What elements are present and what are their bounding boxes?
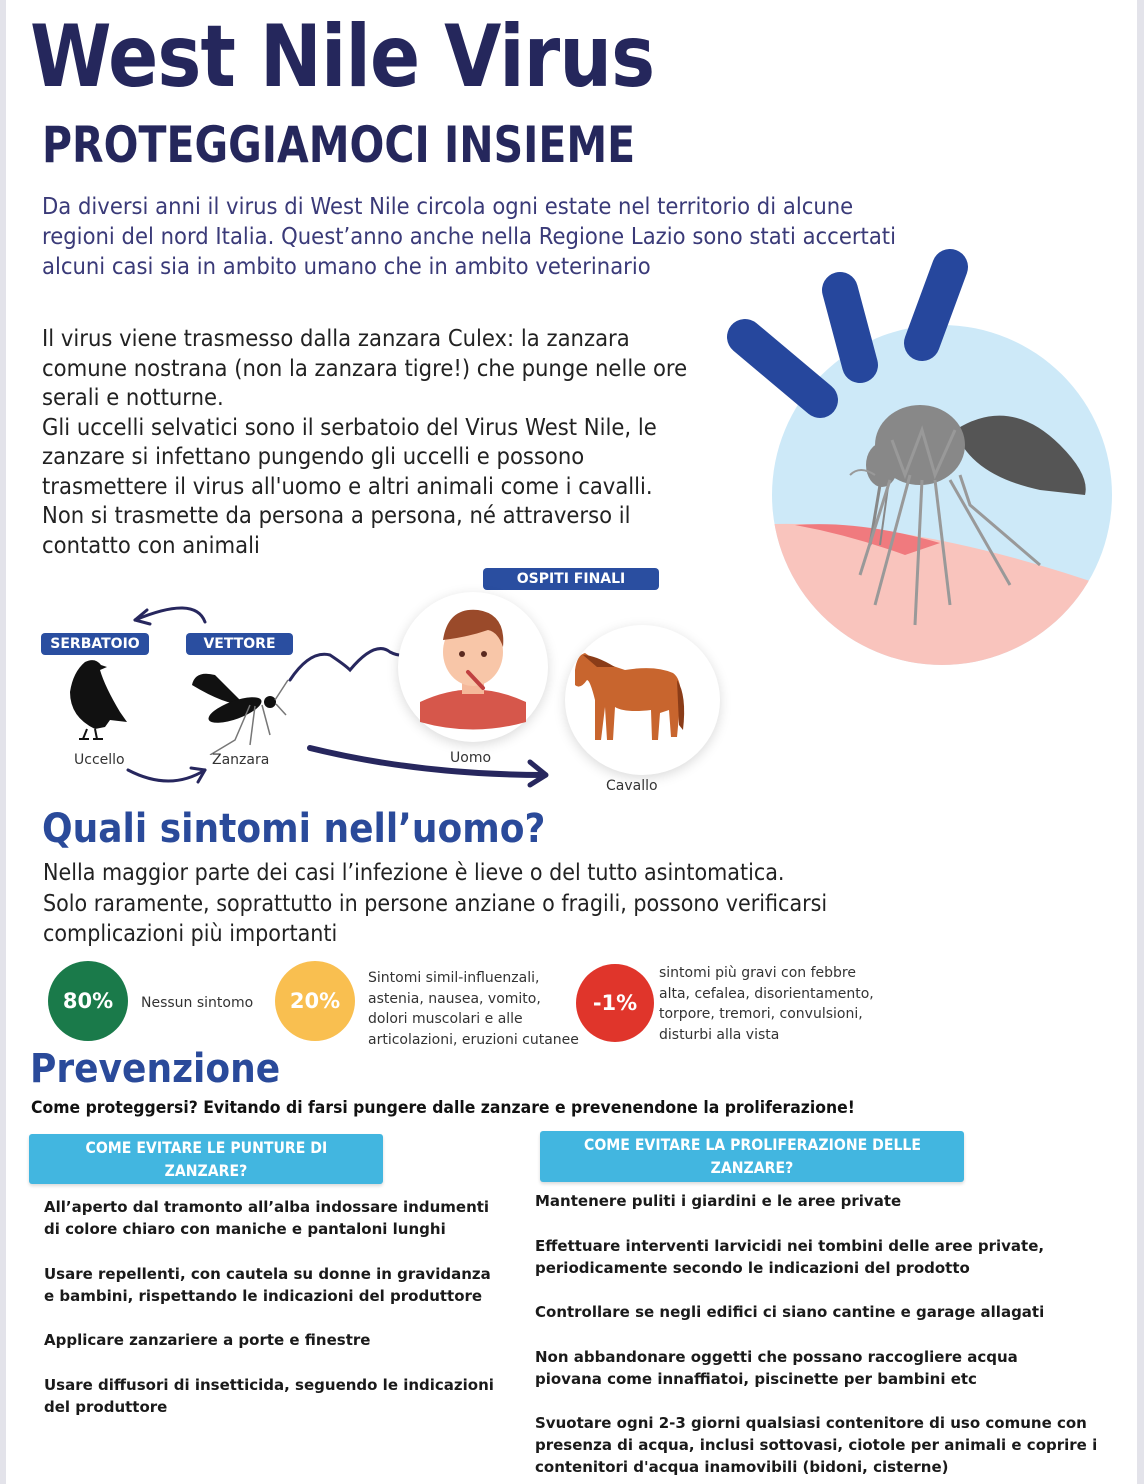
- transmission-line: zanzare si infettano pungendo gli uccelli e possono: [42, 444, 585, 470]
- transmission-line: trasmettere il virus all'uomo e altri animali come i cavalli.: [42, 473, 653, 500]
- transmission-line: Non si trasmette da persona a persona, né attraverso il: [42, 503, 631, 529]
- stat-desc-line: articolazioni, eruzioni cutanee: [368, 1031, 579, 1048]
- tip-line: Usare repellenti, con cautela su donne in gravidanza: [44, 1265, 491, 1283]
- symptoms-line: complicazioni più importanti: [43, 921, 338, 947]
- header-line: ZANZARE?: [164, 1161, 248, 1180]
- tip-line: Non abbandonare oggetti che possano raccogliere acqua: [535, 1348, 1018, 1366]
- tip-item: [44, 1196, 489, 1240]
- mosquito-icon: [190, 660, 290, 755]
- tip-item: [44, 1374, 494, 1418]
- tip-item: [44, 1263, 491, 1307]
- transmission-line: Gli uccelli selvatici sono il serbatoio del Virus West Nile, le: [42, 414, 657, 441]
- prevent-proliferation-header: [540, 1131, 964, 1182]
- stat-desc-80: [141, 993, 253, 1014]
- mosquito-bite-icon: [710, 225, 1120, 685]
- transmission-line: Il virus viene trasmesso dalla zanzara Culex: la zanzara: [42, 326, 630, 352]
- label-horse: Cavallo: [606, 778, 658, 794]
- tip-line: Controllare se negli edifici ci siano cantine e garage allagati: [535, 1303, 1045, 1321]
- stat-desc-20: [368, 968, 579, 1050]
- tip-item: [535, 1412, 1097, 1478]
- label-human: Uomo: [450, 750, 492, 766]
- stat-desc-line: alta, cefalea, disorientamento,: [659, 985, 874, 1002]
- tip-line: Svuotare ogni 2-3 giorni qualsiasi contenitore di uso comune con: [535, 1414, 1087, 1432]
- header-line: ZANZARE?: [710, 1158, 794, 1177]
- stat-desc-line: Nessun sintomo: [141, 995, 254, 1011]
- header-line: COME EVITARE LA PROLIFERAZIONE DELLE: [583, 1135, 921, 1154]
- tip-line: del produttore: [44, 1398, 168, 1416]
- transmission-line: contatto con animali: [42, 532, 260, 559]
- stat-desc-line: sintomi più gravi con febbre: [659, 965, 856, 981]
- stat-desc-line: dolori muscolari e alle: [368, 1011, 523, 1027]
- arrow-icon: [310, 748, 545, 775]
- stat-desc-line: Sintomi simil-influenzali,: [368, 970, 540, 986]
- sick-person-icon: [398, 592, 548, 742]
- stat-desc-line: torpore, tremori, convulsioni,: [659, 1006, 863, 1022]
- stat-circle-80: 80%: [48, 961, 128, 1041]
- label-bird: Uccello: [74, 752, 125, 768]
- horse-icon: [565, 625, 720, 775]
- tip-line: contenitori d'acqua inamovibili (bidoni, cisterne): [535, 1458, 949, 1476]
- prevention-subtitle: Come proteggersi? Evitando di farsi pungere dalle zanzare e prevenendone la proliferazione!: [31, 1098, 855, 1118]
- stat-desc-line: disturbi alla vista: [659, 1026, 780, 1043]
- tip-line: Applicare zanzariere a porte e finestre: [44, 1331, 371, 1349]
- bird-icon: [65, 657, 130, 742]
- intro-line: alcuni casi sia in ambito umano che in ambito veterinario: [42, 254, 651, 280]
- tip-line: All’aperto dal tramonto all’alba indossare indumenti: [44, 1198, 490, 1216]
- symptoms-line: Solo raramente, soprattutto in persone anziane o fragili, possono verificarsi: [43, 890, 828, 917]
- horse-host-circle: [565, 625, 720, 775]
- page-border-right: [1137, 0, 1144, 1484]
- human-host-circle: [398, 592, 548, 742]
- transmission-paragraph: [42, 325, 686, 561]
- badge-reservoir: SERBATOIO: [41, 633, 149, 655]
- transmission-line: serali e notturne.: [42, 385, 224, 411]
- transmission-line: comune nostrana (non la zanzara tigre!) che punge nelle ore: [42, 355, 688, 382]
- tip-item: [535, 1235, 1044, 1279]
- symptoms-paragraph: [43, 858, 827, 950]
- page-title: West Nile Virus: [30, 7, 655, 107]
- tip-line: piovana come innaffiatoi, piscinette per bambini etc: [535, 1370, 977, 1388]
- tip-item: [535, 1301, 1044, 1323]
- tip-item: [535, 1346, 1018, 1390]
- tip-line: Usare diffusori di insetticida, seguendo le indicazioni: [44, 1376, 494, 1394]
- tip-line: Mantenere puliti i giardini e le aree private: [535, 1192, 902, 1210]
- prevent-bites-header: [29, 1134, 383, 1184]
- tip-item: [535, 1190, 901, 1212]
- stat-desc-1: [659, 963, 874, 1045]
- tip-line: Effettuare interventi larvicidi nei tombini delle aree private,: [535, 1237, 1045, 1255]
- symptoms-title: Quali sintomi nell’uomo?: [42, 806, 546, 852]
- stat-circle-1: -1%: [576, 964, 654, 1042]
- tip-line: periodicamente secondo le indicazioni del prodotto: [535, 1259, 970, 1277]
- tip-line: presenza di acqua, inclusi sottovasi, ciotole per animali e coprire i: [535, 1436, 1098, 1454]
- symptoms-line: Nella maggior parte dei casi l’infezione è lieve o del tutto asintomatica.: [43, 860, 785, 886]
- tip-item: [44, 1329, 370, 1351]
- label-mosquito: Zanzara: [212, 752, 270, 768]
- header-line: COME EVITARE LE PUNTURE DI: [85, 1138, 327, 1157]
- intro-line: regioni del nord Italia. Quest’anno anche nella Regione Lazio sono stati accertati: [42, 224, 896, 250]
- badge-vector: VETTORE: [186, 633, 293, 655]
- tip-line: e bambini, rispettando le indicazioni del produttore: [44, 1287, 483, 1305]
- stat-circle-20: 20%: [275, 961, 355, 1041]
- badge-final-hosts: OSPITI FINALI: [483, 568, 659, 590]
- tip-line: di colore chiaro con maniche e pantaloni lunghi: [44, 1220, 446, 1238]
- intro-line: Da diversi anni il virus di West Nile circola ogni estate nel territorio di alcune: [42, 194, 854, 220]
- prevention-title: Prevenzione: [30, 1046, 281, 1092]
- page-subtitle: PROTEGGIAMOCI INSIEME: [42, 116, 636, 174]
- stat-desc-line: astenia, nausea, vomito,: [368, 990, 541, 1007]
